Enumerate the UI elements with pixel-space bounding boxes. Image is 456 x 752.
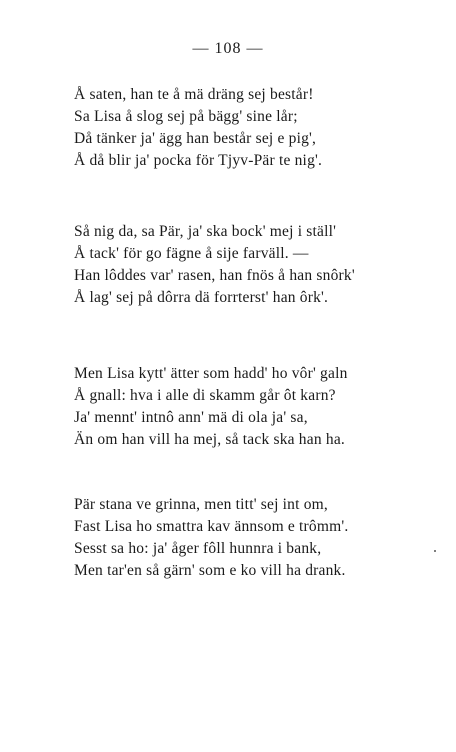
stanza-4 xyxy=(74,494,434,582)
verse-line: Än om han vill ha mej, så tack ska han ha. xyxy=(74,431,345,448)
stanza-3 xyxy=(74,363,434,451)
stanza-1 xyxy=(74,84,434,172)
page-number: — 108 — xyxy=(192,40,264,57)
verse-line: Han lôddes var' rasen, han fnös å han snôrk' xyxy=(74,267,355,284)
verse-line: Fast Lisa ho smattra kav ännsom e trômm'. xyxy=(74,518,349,535)
verse-line: Å tack' för go fägne å sije farväll. — xyxy=(74,245,309,262)
verse-line: Sa Lisa å slog sej på bägg' sine lår; xyxy=(74,108,298,125)
verse-line: Så nig da, sa Pär, ja' ska bock' mej i ställ' xyxy=(74,223,337,240)
verse-line: Å lag' sej på dôrra dä forrterst' han ôrk'. xyxy=(74,289,329,306)
verse-line: Men tar'en så gärn' som e ko vill ha drank. xyxy=(74,562,346,579)
verse-line: Å då blir ja' pocka för Tjyv-Pär te nig'. xyxy=(74,152,323,169)
verse-line: Då tänker ja' ägg han består sej e pig', xyxy=(74,130,317,147)
verse-line: Men Lisa kytt' ätter som hadd' ho vôr' galn xyxy=(74,365,348,382)
verse-line: Å saten, han te å mä dräng sej består! xyxy=(74,86,314,103)
paper-speck xyxy=(434,550,436,552)
stanza-2 xyxy=(74,221,434,309)
verse-line: Sesst sa ho: ja' åger fôll hunnra i bank, xyxy=(74,540,322,557)
verse-line: Å gnall: hva i alle di skamm går ôt karn? xyxy=(74,387,336,404)
verse-line: Ja' mennt' intnô ann' mä di ola ja' sa, xyxy=(74,409,308,426)
verse-line: Pär stana ve grinna, men titt' sej int om, xyxy=(74,496,328,513)
